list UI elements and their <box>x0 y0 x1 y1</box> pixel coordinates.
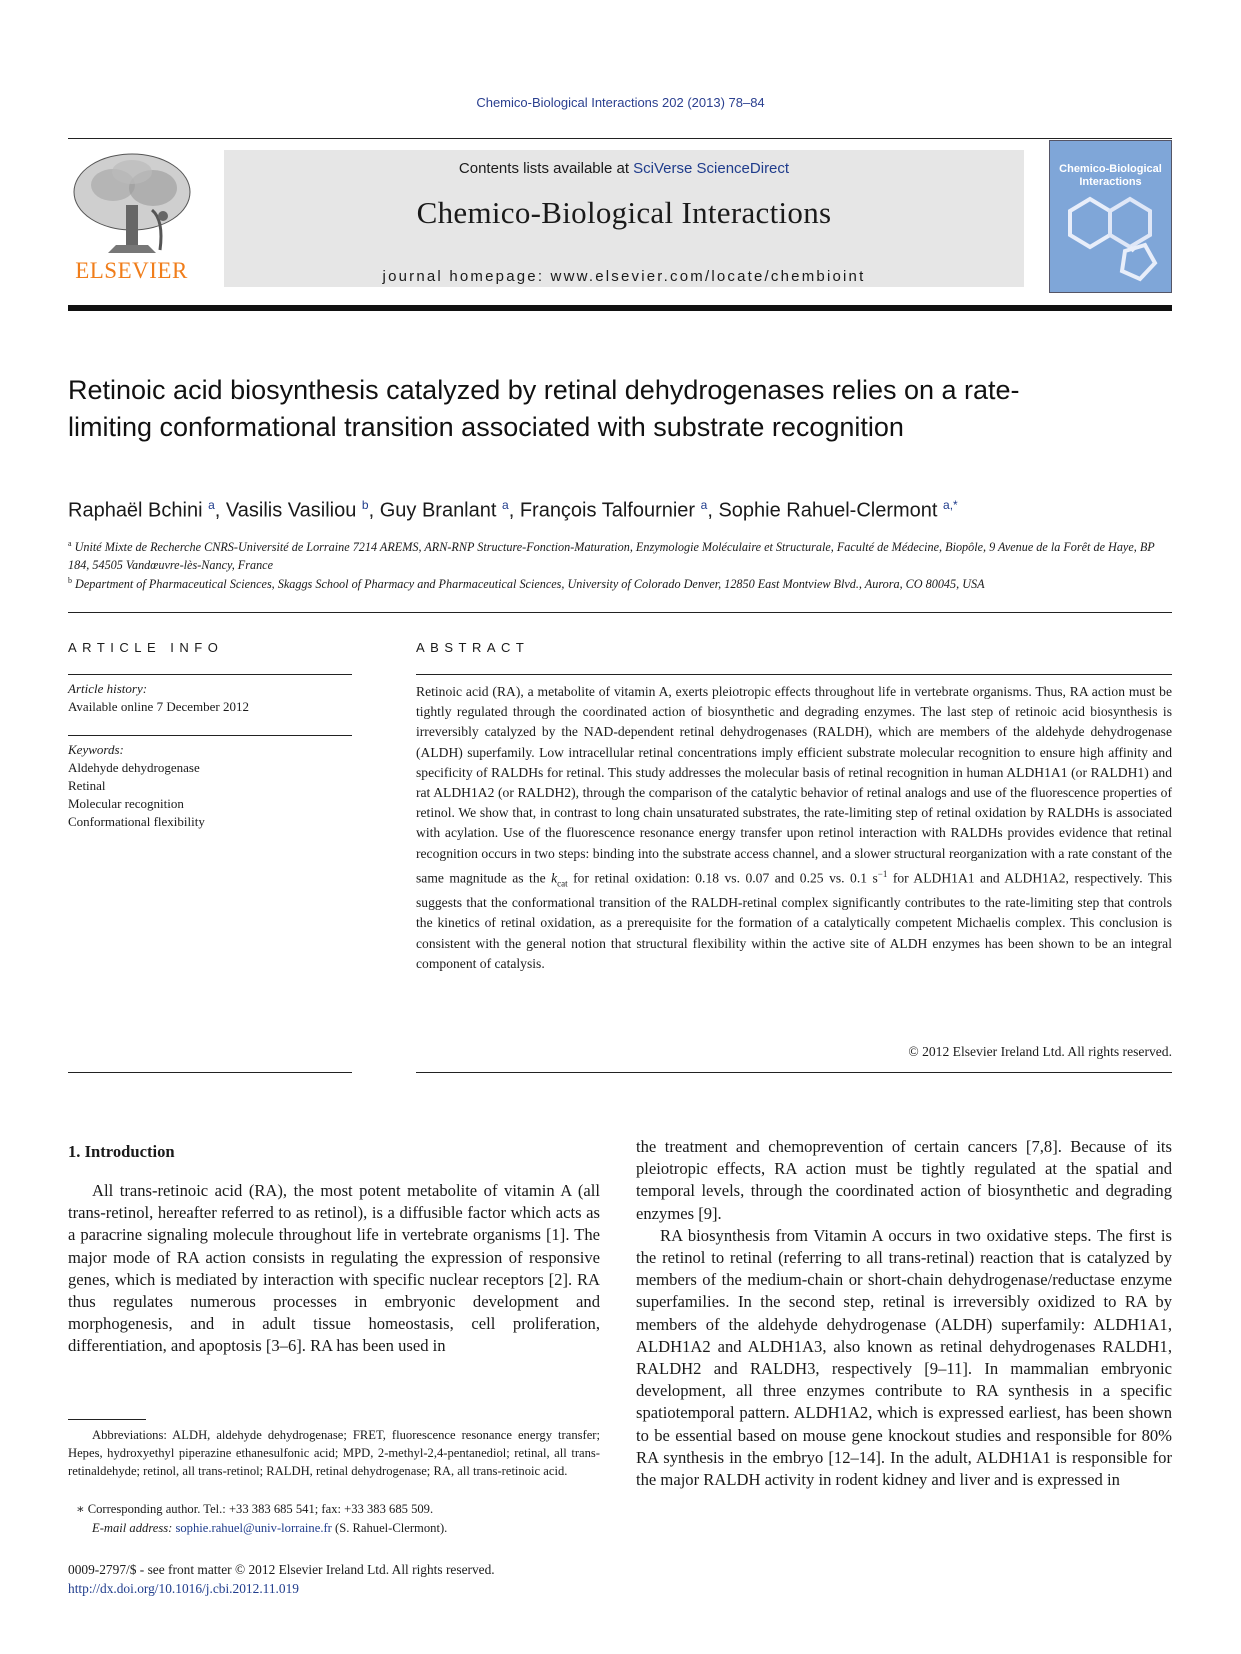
keyword-item: Aldehyde dehydrogenase <box>68 760 200 775</box>
keywords-rule <box>68 735 352 736</box>
article-info-rule <box>68 674 352 675</box>
affiliation-b <box>68 572 1178 593</box>
left-column <box>68 1180 600 1358</box>
history-label: Article history: <box>68 681 148 696</box>
elsevier-wordmark: ELSEVIER <box>75 258 188 283</box>
email-suffix: (S. Rahuel-Clermont). <box>331 1521 448 1535</box>
abbreviations-footnote: Abbreviations: ALDH, aldehyde dehydrogenase; FRET, fluorescence resonance energy transfer; Hepes, hydroxyethyl piperazine ethanesulfonic acid; MPD, 2-methyl-2,4-pentanediol; retinal, all trans-retinaldehyde; retinol, all trans-retinol; RALDH, retinal dehydrogenase; RA, all trans-retinoic acid. <box>68 1428 600 1478</box>
contents-line <box>224 160 1024 177</box>
email-link[interactable]: sophie.rahuel@univ-lorraine.fr <box>175 1521 332 1535</box>
affiliation-mark: b <box>68 576 72 585</box>
journal-title: Chemico-Biological Interactions <box>416 195 832 230</box>
contents-prefix: Contents lists available at <box>458 160 634 177</box>
journal-banner <box>224 150 1024 287</box>
copyright: © 2012 Elsevier Ireland Ltd. All rights reserved. <box>908 1044 1172 1059</box>
author-affiliation-mark[interactable]: a <box>502 498 509 512</box>
header-thick-rule <box>68 305 1172 311</box>
affiliation-a <box>68 535 1178 574</box>
abstract-heading: ABSTRACT <box>416 640 530 655</box>
abstract-part: for retinal oxidation: 0.18 vs. 0.07 and 0.25 vs. 0.1 s <box>567 870 878 886</box>
footnote-rule <box>68 1419 146 1420</box>
title-rule <box>68 612 1172 613</box>
keywords-block <box>68 741 352 831</box>
kcat-subscript: cat <box>557 878 568 889</box>
sciencedirect-link[interactable]: SciVerse ScienceDirect <box>633 160 790 177</box>
abstract-part: Retinoic acid (RA), a metabolite of vitamin A, exerts pleiotropic effects throughout life in vertebrate organisms. Thus, RA action must be tightly regulated through the coordinated action of biosynthetic and degrading enzymes. The last step of retinoic acid biosynthesis is irreversibly catalyzed by the NAD-dependent retinal dehydrogenases (RALDH), which are members of the aldehyde dehydrogenase (ALDH) superfamily. Low intracellular retinal concentrations imply efficient substrate molecular recognition to ensure high affinity and specificity of RALDHs for retinal. This study addresses the molecular basis of retinal recognition in human ALDH1A1 (or RALDH1) and rat ALDH1A2 (or RALDH2), through the comparison of the catalytic behavior of retinal analogs and use of the fluorescence properties of retinol. We show that, in contrast to long chain unsaturated substrates, the rate-limiting step of retinal oxidation by RALDHs is associated with acylation. Use of the fluorescence resonance energy transfer upon retinol interaction with RALDHs provides evidence that retinal recognition occurs in two steps: binding into the substrate access channel, and a slower structural reorganization with a rate constant of the same magnitude as the <box>416 684 1172 886</box>
abstract-part: for ALDH1A1 and ALDH1A2, respectively. This suggests that the conformational transition of the RALDH-retinal complex significantly contributes to the rate-limiting step that controls the kinetics of retinal oxidation, as a prerequisite for the formation of a catalytically competent Michaelis complex. This conclusion is consistent with the general notion that structural flexibility within the active site of ALDH enzymes has been shown to be an integral component of catalysis. <box>416 870 1172 971</box>
journal-citation[interactable]: Chemico-Biological Interactions 202 (2013) 78–84 <box>476 95 765 110</box>
kcat-symbol: k <box>551 870 558 886</box>
section-title: 1. Introduction <box>68 1142 175 1161</box>
author-affiliation-mark[interactable]: a,* <box>943 498 958 512</box>
journal-homepage[interactable]: journal homepage: www.elsevier.com/locate/chembioint <box>382 268 866 285</box>
affiliation-mark: a <box>68 539 72 548</box>
keyword-item: Retinal <box>68 778 106 793</box>
abstract-bottom-rule <box>416 1072 1172 1073</box>
author-list: Raphaël Bchini $^a$, Vasilis Vasiliou $^b$, Guy Branlant $^a$, François Talfournier $^a$, Sophie Rahuel-Clermont $^{a,*}$ <box>68 498 958 522</box>
elsevier-logo <box>68 150 195 287</box>
article-title: Retinoic acid biosynthesis catalyzed by retinal dehydrogenases relies on a rate-limiting conformational transition associated with substrate recognition <box>68 375 1020 442</box>
front-matter <box>68 1560 495 1598</box>
keywords-label: Keywords: <box>68 742 124 757</box>
author-affiliation-mark[interactable]: a <box>700 498 708 512</box>
doi-link[interactable]: http://dx.doi.org/10.1016/j.cbi.2012.11.019 <box>68 1581 299 1596</box>
author-name: Sophie Rahuel-Clermont <box>718 499 938 522</box>
keyword-item: Molecular recognition <box>68 796 184 811</box>
article-info-bottom-rule <box>68 1072 352 1073</box>
author-name: François Talfournier <box>519 499 696 522</box>
author-name: Guy Branlant <box>379 499 497 522</box>
author-name: Vasilis Vasiliou <box>225 499 357 522</box>
affiliation-text: Department of Pharmaceutical Sciences, Skaggs School of Pharmacy and Pharmaceutical Sciences, University of Colorado Denver, 12850 East Montview Blvd., Aurora, CO 80045, USA <box>75 577 985 592</box>
author-name: Raphaël Bchini <box>68 499 203 522</box>
email-footnote <box>92 1519 624 1537</box>
affiliation-text: Unité Mixte de Recherche CNRS-Université de Lorraine 7214 AREMS, ARN-RNP Structure-Fonction-Maturation, Enzymologie Moléculaire et Structurale, Faculté de Médecine, Biopôle, 9 Avenue de la Forêt de Haye, BP 184, 54505 Vandœuvre-lès-Nancy, France <box>68 540 1155 573</box>
journal-cover <box>1049 140 1172 293</box>
abstract-rule <box>416 674 1172 675</box>
paragraph: RA biosynthesis from Vitamin A occurs in two oxidative steps. The first is the retinol to retinal (referring to all trans-retinal) reaction that is catalyzed by members of the medium-chain or short-chain dehydrogenase/reductase enzyme superfamilies. In the second step, retinal is irreversibly oxidized to RA by members of the aldehyde dehydrogenase (ALDH) superfamily: ALDH1A1, ALDH1A2 and ALDH1A3, also known as retinal dehydrogenases RALDH1, RALDH2 and RALDH3, respectively [9–11]. In mammalian embryonic development, all three enzymes contribute to RA synthesis in a specific spatiotemporal pattern. ALDH1A2, which is expressed earliest, has been shown to be essential based on mouse gene knockout studies and responsible for 80% RA synthesis in the embryo [12–14]. In the adult, ALDH1A1 is responsible for the major RALDH activity in rodent kidney and liver and is expressed in <box>636 1225 1172 1490</box>
article-info-heading: ARTICLE INFO <box>68 640 224 655</box>
cover-title: Chemico-Biological Interactions <box>1059 163 1162 188</box>
keyword-item: Conformational flexibility <box>68 814 205 829</box>
right-column <box>636 1136 1172 1491</box>
header-rule <box>68 138 1172 139</box>
corresponding-author-footnote: ∗ Corresponding author. Tel.: +33 383 685 541; fax: +33 383 685 509. <box>76 1502 434 1516</box>
paragraph: the treatment and chemoprevention of certain cancers [7,8]. Because of its pleiotropic effects, RA action must be tightly regulated at the spatial and temporal levels, through the coordinated action of biosynthetic and degrading enzymes [9]. <box>636 1137 1172 1223</box>
history-value: Available online 7 December 2012 <box>68 699 249 714</box>
author-affiliation-mark[interactable]: b <box>361 498 369 512</box>
abstract-text <box>416 682 1172 974</box>
email-label: E-mail address: <box>92 1521 176 1535</box>
article-history <box>68 680 352 716</box>
issn-line: 0009-2797/$ - see front matter © 2012 Elsevier Ireland Ltd. All rights reserved. <box>68 1562 495 1577</box>
unit-superscript: −1 <box>877 868 888 879</box>
paragraph: All trans-retinoic acid (RA), the most potent metabolite of vitamin A (all trans-retinol, hereafter referred to as retinol), is a diffusible factor which acts as a paracrine signaling molecule throughout life in vertebrate organisms [1]. The major mode of RA action consists in regulating the expression of responsive genes, which is mediated by interaction with specific nuclear receptors [2]. RA thus regulates numerous processes in embryonic development and morphogenesis, and in adult tissue homeostasis, cell proliferation, differentiation, and apoptosis [3–6]. RA has been used in <box>68 1181 600 1356</box>
author-affiliation-mark[interactable]: a <box>208 498 215 512</box>
